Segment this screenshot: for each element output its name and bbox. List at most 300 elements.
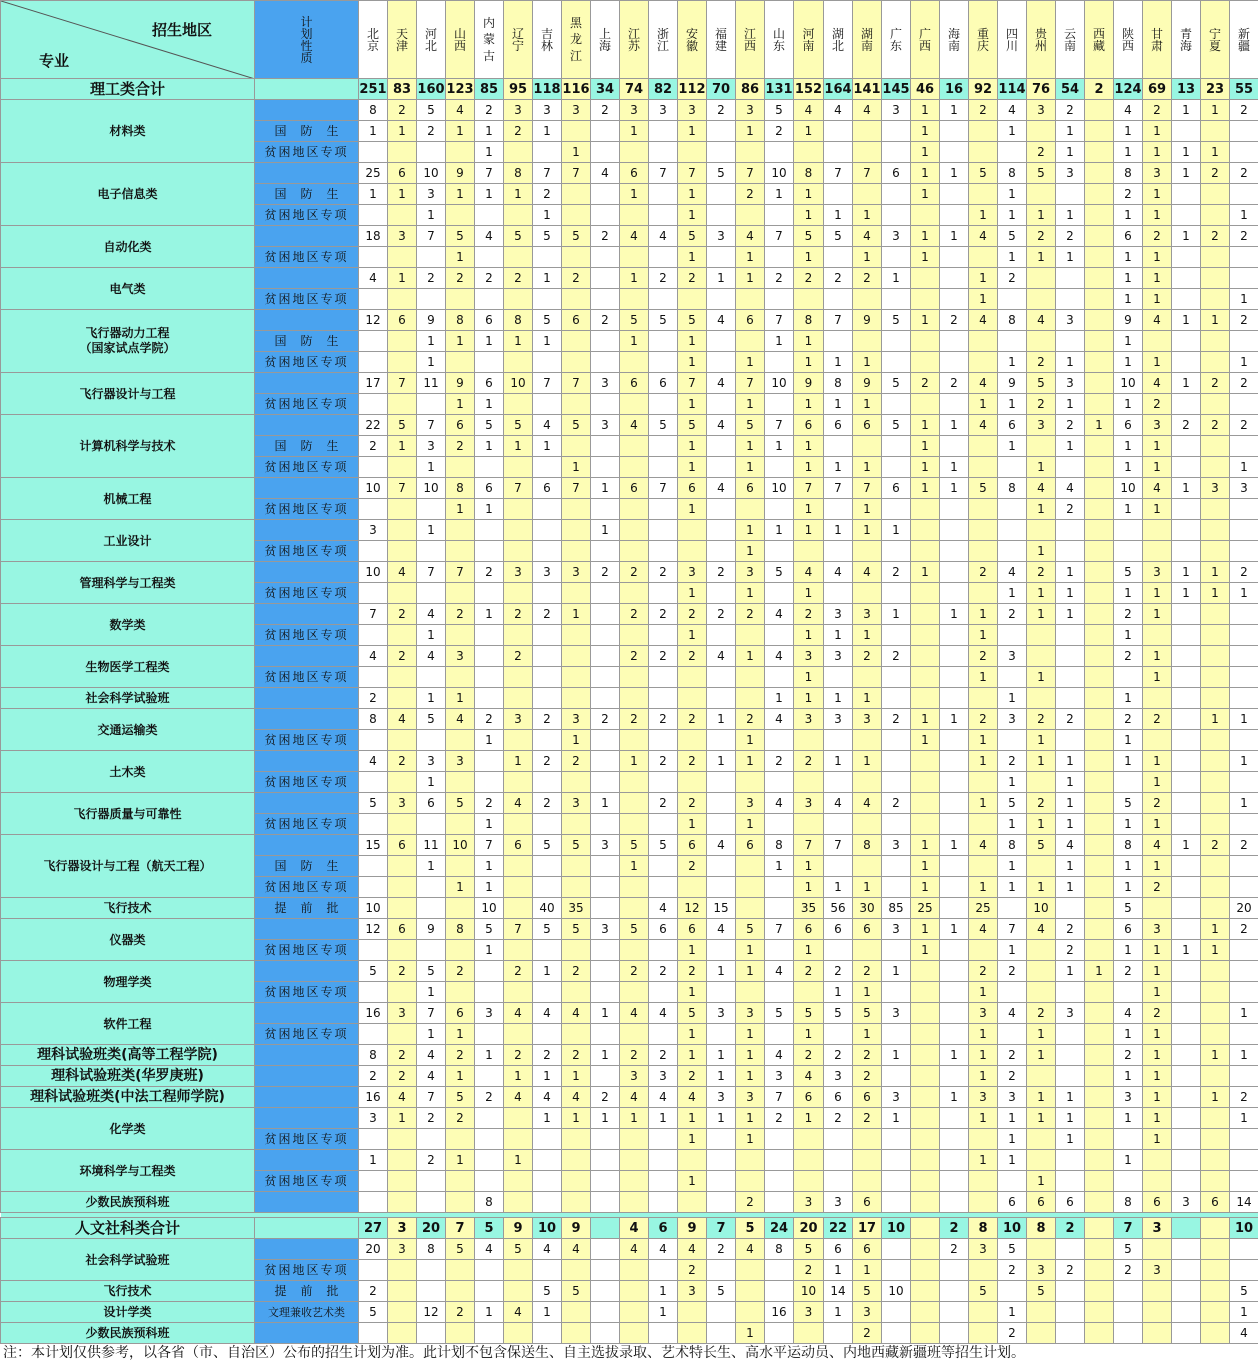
plan-cell [1172,331,1201,352]
plan-cell: 1 [1201,919,1230,940]
plan-cell [1085,499,1114,520]
plan-cell: 1 [1027,1171,1056,1192]
total-cell: 16 [940,79,969,100]
plan-cell: 4 [824,793,853,814]
plan-cell: 1 [649,1302,678,1323]
plan-cell: 4 [359,751,388,772]
major-name: 管理科学与工程类 [1,562,255,604]
plan-cell: 1 [533,436,562,457]
plan-cell: 10 [1027,898,1056,919]
plan-cell: 2 [1143,709,1172,730]
plan-cell: 8 [359,709,388,730]
plan-cell: 7 [417,562,446,583]
plan-cell [533,1150,562,1171]
plan-cell: 1 [678,982,707,1003]
plan-cell: 1 [853,1024,882,1045]
plan-cell: 2 [998,1260,1027,1281]
plan-cell [765,877,794,898]
plan-cell [1027,982,1056,1003]
plan-cell: 2 [678,709,707,730]
plan-cell [824,1171,853,1192]
plan-cell [1172,184,1201,205]
plan-cell [940,961,969,982]
plan-cell: 5 [562,415,591,436]
plan-cell [1230,1239,1258,1260]
plan-nature: 文理兼收艺术类 [255,1302,359,1323]
plan-cell [562,394,591,415]
plan-cell [1230,877,1258,898]
plan-cell: 1 [736,352,765,373]
plan-cell: 1 [678,394,707,415]
plan-cell: 1 [707,1045,736,1066]
plan-cell [1201,961,1230,982]
plan-cell [1201,856,1230,877]
total-cell: 9 [678,1218,707,1239]
plan-cell [620,772,649,793]
plan-cell: 1 [562,142,591,163]
plan-cell [911,604,940,625]
plan-cell: 4 [998,562,1027,583]
plan-cell [620,142,649,163]
plan-cell: 1 [794,1024,824,1045]
plan-cell: 3 [591,919,620,940]
plan-cell [940,268,969,289]
plan-nature: 贫困地区专项 [255,583,359,604]
plan-cell [940,1150,969,1171]
plan-cell: 2 [824,1045,853,1066]
plan-cell: 30 [853,898,882,919]
plan-cell [882,205,911,226]
plan-cell [417,1260,446,1281]
plan-cell: 3 [736,1003,765,1024]
plan-cell: 1 [1027,1087,1056,1108]
corner-major-label: 专业 [39,52,70,70]
plan-cell [359,352,388,373]
plan-cell: 6 [824,919,853,940]
plan-cell: 1 [1056,793,1085,814]
plan-cell: 3 [736,100,765,121]
plan-cell: 3 [649,100,678,121]
plan-cell [940,394,969,415]
plan-cell: 2 [1230,562,1258,583]
plan-cell [969,1323,998,1344]
plan-cell [1201,982,1230,1003]
plan-cell [998,541,1027,562]
region-header: 上 海 [591,1,620,79]
plan-cell: 8 [359,1045,388,1066]
plan-cell [911,268,940,289]
total-cell: 86 [736,79,765,100]
plan-cell: 1 [1143,982,1172,1003]
plan-cell [533,457,562,478]
plan-cell: 1 [591,1045,620,1066]
plan-cell [1172,541,1201,562]
plan-cell: 3 [824,1192,853,1213]
plan-cell: 4 [591,163,620,184]
plan-cell: 8 [504,310,533,331]
plan-cell: 2 [824,1108,853,1129]
plan-cell [1027,121,1056,142]
plan-cell: 5 [765,100,794,121]
plan-cell [649,940,678,961]
plan-cell: 7 [765,310,794,331]
major-name: 化学类 [1,1108,255,1150]
plan-cell [1230,499,1258,520]
plan-cell [765,898,794,919]
plan-cell: 1 [1172,100,1201,121]
major-row [1,709,1258,730]
plan-cell: 5 [707,163,736,184]
plan-cell: 2 [1027,142,1056,163]
plan-cell [911,331,940,352]
plan-cell: 1 [969,205,998,226]
plan-cell [853,856,882,877]
plan-cell: 1 [1114,1066,1143,1087]
plan-cell: 1 [1056,751,1085,772]
plan-cell: 3 [1143,163,1172,184]
plan-cell [911,1150,940,1171]
plan-cell [649,1129,678,1150]
plan-cell: 1 [998,436,1027,457]
plan-cell: 8 [1114,163,1143,184]
plan-cell: 7 [678,163,707,184]
plan-cell: 2 [1143,1003,1172,1024]
plan-cell: 6 [736,310,765,331]
plan-cell [794,1323,824,1344]
plan-cell [707,541,736,562]
plan-cell: 1 [678,184,707,205]
plan-cell [736,898,765,919]
plan-cell: 1 [475,1045,504,1066]
plan-cell: 1 [1230,205,1258,226]
plan-cell [940,877,969,898]
plan-cell [1085,1281,1114,1302]
plan-cell: 2 [417,121,446,142]
plan-nature [255,961,359,982]
plan-cell: 9 [998,373,1027,394]
plan-cell: 2 [1114,1260,1143,1281]
plan-cell: 6 [853,1239,882,1260]
plan-cell [911,1323,940,1344]
plan-cell: 4 [853,562,882,583]
major-name: 飞行技术 [1,898,255,919]
plan-cell: 7 [533,163,562,184]
plan-cell: 1 [1143,436,1172,457]
region-header: 广 西 [911,1,940,79]
plan-cell: 4 [649,898,678,919]
plan-cell [562,289,591,310]
plan-cell [1230,268,1258,289]
plan-cell: 6 [824,1239,853,1260]
plan-cell: 1 [1143,604,1172,625]
plan-cell: 85 [882,898,911,919]
plan-cell: 1 [853,688,882,709]
plan-cell [707,688,736,709]
major-row [1,520,1258,541]
plan-cell: 1 [475,142,504,163]
major-row [1,961,1258,982]
plan-cell: 16 [765,1302,794,1323]
plan-cell [1230,331,1258,352]
plan-cell: 2 [824,268,853,289]
plan-cell [998,982,1027,1003]
plan-cell [1172,793,1201,814]
plan-cell [1172,961,1201,982]
major-row [1,604,1258,625]
plan-cell [1201,205,1230,226]
plan-cell: 1 [475,121,504,142]
plan-cell: 1 [911,940,940,961]
plan-cell [1085,457,1114,478]
plan-cell [1085,688,1114,709]
plan-cell: 4 [765,604,794,625]
footnote: 注：本计划仅供参考，以各省（市、自治区）公布的招生计划为准。此计划不包含保送生、自主选拔录取、艺术特长生、高水平运动员、内地西藏新疆班等招生计划。 [3,1345,1025,1361]
plan-cell: 5 [504,415,533,436]
plan-cell: 1 [1114,268,1143,289]
plan-cell: 25 [359,163,388,184]
plan-cell [1143,730,1172,751]
region-header: 海 南 [940,1,969,79]
plan-cell: 1 [1027,730,1056,751]
plan-cell [591,331,620,352]
plan-cell: 4 [794,100,824,121]
plan-cell: 5 [736,919,765,940]
plan-cell: 1 [853,457,882,478]
plan-cell: 3 [678,100,707,121]
plan-cell [1085,541,1114,562]
plan-cell [882,142,911,163]
plan-cell [1201,814,1230,835]
plan-cell [882,982,911,1003]
plan-cell [853,772,882,793]
plan-cell: 15 [707,898,736,919]
plan-cell [882,1302,911,1323]
plan-cell: 2 [969,961,998,982]
plan-cell: 7 [475,163,504,184]
plan-cell: 1 [475,877,504,898]
plan-cell [969,499,998,520]
plan-cell: 3 [562,100,591,121]
plan-cell [678,688,707,709]
plan-cell: 56 [824,898,853,919]
plan-cell: 4 [533,1239,562,1260]
plan-cell: 1 [1230,352,1258,373]
plan-cell: 4 [359,268,388,289]
plan-cell [620,1192,649,1213]
plan-cell: 2 [1114,709,1143,730]
plan-cell [678,1150,707,1171]
plan-cell: 4 [969,310,998,331]
total-cell [911,1218,940,1239]
plan-cell [388,352,417,373]
plan-cell [940,121,969,142]
plan-cell [562,646,591,667]
plan-cell [940,499,969,520]
plan-cell: 8 [446,310,475,331]
plan-cell [794,142,824,163]
total-cell: 34 [591,79,620,100]
total-cell: 76 [1027,79,1056,100]
plan-cell: 2 [678,793,707,814]
plan-cell [562,1024,591,1045]
plan-cell [533,583,562,604]
plan-cell: 2 [998,604,1027,625]
plan-cell [388,814,417,835]
plan-cell [620,688,649,709]
plan-cell: 5 [824,1003,853,1024]
plan-cell [998,520,1027,541]
plan-cell [911,1129,940,1150]
plan-cell [562,331,591,352]
plan-cell [591,1066,620,1087]
plan-cell: 6 [736,835,765,856]
plan-cell: 1 [591,793,620,814]
plan-cell [533,520,562,541]
plan-cell [1085,268,1114,289]
total-cell: 112 [678,79,707,100]
plan-cell: 1 [475,394,504,415]
plan-cell: 16 [359,1003,388,1024]
plan-cell: 2 [736,709,765,730]
plan-cell [678,520,707,541]
plan-cell: 3 [969,1003,998,1024]
plan-cell [1085,1171,1114,1192]
plan-cell: 1 [678,1045,707,1066]
plan-cell [620,940,649,961]
plan-cell: 1 [1143,1045,1172,1066]
plan-cell: 5 [765,1003,794,1024]
plan-cell: 6 [649,373,678,394]
plan-cell: 1 [1201,940,1230,961]
plan-cell [504,499,533,520]
plan-cell [1027,1323,1056,1344]
plan-cell: 5 [446,226,475,247]
plan-cell: 4 [388,1087,417,1108]
plan-cell: 2 [998,961,1027,982]
plan-cell [707,625,736,646]
major-name: 软件工程 [1,1003,255,1045]
plan-cell: 1 [1114,940,1143,961]
plan-cell: 1 [1172,163,1201,184]
plan-cell: 3 [882,1087,911,1108]
plan-cell: 1 [1172,583,1201,604]
plan-cell: 4 [969,226,998,247]
plan-cell [882,394,911,415]
plan-cell [591,457,620,478]
plan-cell [620,436,649,457]
plan-cell: 2 [1230,373,1258,394]
plan-cell: 2 [533,184,562,205]
plan-cell [736,1281,765,1302]
plan-cell [824,940,853,961]
plan-cell: 7 [736,163,765,184]
plan-cell [940,436,969,457]
plan-cell: 1 [969,268,998,289]
plan-cell: 1 [678,247,707,268]
plan-cell [940,1108,969,1129]
plan-cell: 2 [533,604,562,625]
plan-nature [255,751,359,772]
plan-cell: 1 [824,394,853,415]
plan-cell: 1 [707,709,736,730]
plan-cell [736,856,765,877]
plan-cell [533,688,562,709]
plan-cell: 1 [591,1108,620,1129]
plan-cell: 7 [998,919,1027,940]
plan-cell: 2 [504,268,533,289]
plan-cell [504,1108,533,1129]
plan-cell: 1 [1143,205,1172,226]
plan-cell: 1 [736,1024,765,1045]
plan-cell: 7 [765,415,794,436]
plan-cell [504,1281,533,1302]
plan-cell: 1 [911,877,940,898]
plan-cell: 3 [882,1003,911,1024]
plan-cell [853,583,882,604]
plan-cell: 1 [911,142,940,163]
plan-cell: 4 [417,604,446,625]
plan-cell: 1 [824,982,853,1003]
plan-cell: 7 [824,478,853,499]
plan-cell [1085,226,1114,247]
plan-cell: 1 [475,1302,504,1323]
plan-cell [591,142,620,163]
plan-cell: 5 [707,1281,736,1302]
plan-cell: 7 [736,373,765,394]
plan-cell: 2 [591,226,620,247]
plan-cell: 7 [388,373,417,394]
plan-cell: 1 [1056,856,1085,877]
plan-cell [940,1066,969,1087]
plan-cell [911,667,940,688]
total-label: 人文社科类合计 [1,1218,255,1239]
plan-cell [1172,1045,1201,1066]
plan-cell: 1 [504,1066,533,1087]
plan-cell [1172,1024,1201,1045]
plan-cell [1230,730,1258,751]
plan-cell [620,625,649,646]
plan-cell [475,961,504,982]
plan-cell [1201,877,1230,898]
plan-cell: 1 [736,1066,765,1087]
plan-cell [620,1260,649,1281]
plan-cell [1143,1239,1172,1260]
plan-cell [1172,247,1201,268]
plan-cell [591,856,620,877]
total-cell: 70 [707,79,736,100]
plan-cell [504,583,533,604]
plan-cell: 1 [620,184,649,205]
plan-cell [475,1323,504,1344]
plan-cell [417,877,446,898]
plan-cell: 1 [504,184,533,205]
plan-cell [882,751,911,772]
plan-cell [794,1150,824,1171]
plan-cell: 8 [504,163,533,184]
plan-cell [1143,625,1172,646]
plan-cell: 1 [736,646,765,667]
total-cell: 8 [969,1218,998,1239]
plan-cell: 2 [649,709,678,730]
plan-cell: 1 [1143,646,1172,667]
plan-cell: 6 [794,1087,824,1108]
plan-cell: 1 [736,751,765,772]
plan-cell [504,142,533,163]
plan-cell: 8 [475,1192,504,1213]
plan-cell: 3 [1143,919,1172,940]
plan-cell [562,772,591,793]
plan-cell [707,184,736,205]
